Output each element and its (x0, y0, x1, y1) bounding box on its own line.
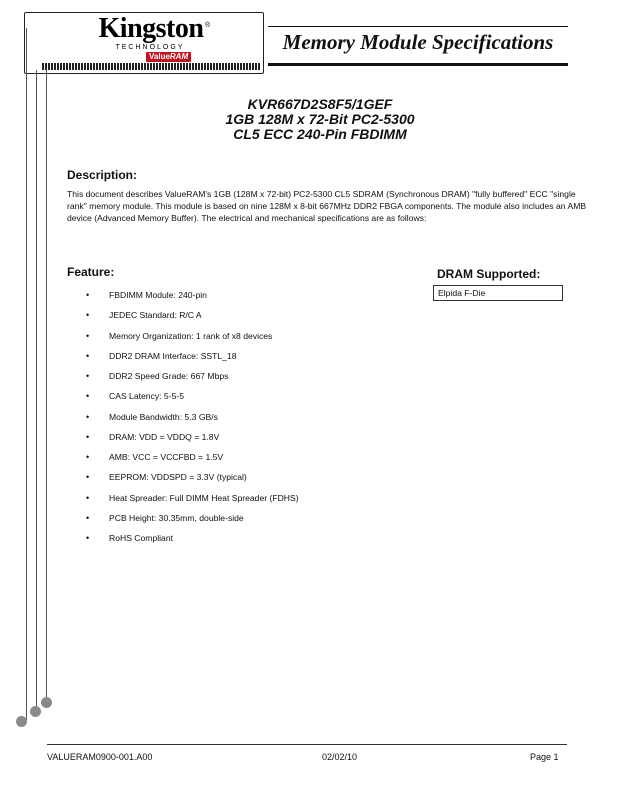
bullet-icon: • (86, 533, 90, 543)
footer-date: 02/02/10 (322, 752, 358, 762)
module-pins-graphic (42, 63, 260, 70)
description-heading: Description: (67, 168, 138, 182)
feature-item (86, 493, 299, 513)
bullet-icon: • (86, 371, 90, 381)
feature-item (86, 310, 299, 330)
feature-item (86, 533, 299, 553)
feature-heading: Feature: (67, 265, 115, 279)
feature-list (86, 290, 299, 553)
guide-line-2 (36, 70, 37, 712)
guide-line-1 (26, 28, 27, 720)
bullet-icon: • (86, 431, 90, 442)
guide-dot-1 (16, 716, 27, 727)
valueram-badge (146, 52, 191, 62)
bullet-icon: • (86, 350, 90, 361)
bullet-icon: • (86, 452, 90, 462)
guide-dot-2 (30, 706, 41, 717)
feature-item-text: Module Bandwidth: 5.3 GB/s (109, 411, 218, 422)
bullet-icon: • (86, 492, 90, 503)
feature-item (86, 351, 299, 371)
bullet-icon: • (86, 411, 90, 422)
feature-item-text: RoHS Compliant (109, 533, 173, 543)
feature-item (86, 391, 299, 411)
valueram-ram: RAM (169, 52, 189, 61)
bullet-icon: • (86, 290, 90, 300)
guide-line-3 (46, 70, 47, 702)
bullet-icon: • (86, 472, 90, 483)
feature-item-text: Heat Spreader: Full DIMM Heat Spreader (FDHS) (109, 492, 299, 503)
feature-item-text: Memory Organization: 1 rank of x8 devices (109, 330, 273, 341)
feature-item (86, 432, 299, 452)
brand-tagline: TECHNOLOGY (115, 44, 185, 51)
dram-heading: DRAM Supported: (437, 267, 541, 281)
feature-item-text: DDR2 Speed Grade: 667 Mbps (109, 371, 229, 381)
feature-item-text: DDR2 DRAM Interface: SSTL_18 (109, 350, 237, 361)
description-text: This document describes ValueRAM's 1GB (128M x 72-bit) PC2-5300 CL5 SDRAM (Synchronous DRAM) "fully buffered" ECC "single rank" memory module. This module is based on nine 128M x 8-bit 667MHz DDR2 FBGA components. The module also includes an AMB device (Advanced Memory Buffer). The electrical and mechanical specifications are as follows: (67, 189, 587, 224)
feature-item-text: DRAM: VDD = VDDQ = 1.8V (109, 431, 220, 442)
footer-doc-id: VALUERAM0900-001.A00 (47, 752, 153, 762)
bullet-icon: • (86, 391, 90, 402)
feature-item (86, 472, 299, 492)
bullet-icon: • (86, 330, 90, 341)
brand-logo: Kingston (98, 13, 204, 44)
part-number: KVR667D2S8F5/1GEF (247, 96, 393, 112)
feature-item-text: FBDIMM Module: 240-pin (109, 290, 207, 300)
guide-dot-3 (41, 697, 52, 708)
feature-item-text: JEDEC Standard: R/C A (109, 310, 202, 321)
dram-supported-box: Elpida F-Die (433, 285, 563, 301)
feature-item-text: CAS Latency: 5-5-5 (109, 391, 184, 402)
part-type: CL5 ECC 240-Pin FBDIMM (233, 126, 407, 142)
part-capacity: 1GB 128M x 72-Bit PC2-5300 (225, 111, 415, 127)
footer-rule (47, 744, 567, 745)
feature-item (86, 371, 299, 391)
feature-item-text: AMB: VCC = VCCFBD = 1.5V (109, 452, 224, 462)
feature-item-text: EEPROM: VDDSPD = 3.3V (typical) (109, 472, 247, 483)
feature-item (86, 412, 299, 432)
feature-item (86, 290, 299, 310)
feature-item (86, 452, 299, 472)
feature-item (86, 513, 299, 533)
page-title: Memory Module Specifications (282, 30, 554, 54)
feature-item (86, 331, 299, 351)
footer-page-number: Page 1 (530, 752, 559, 762)
bullet-icon: • (86, 512, 90, 523)
feature-item-text: PCB Height: 30.35mm, double-side (109, 512, 244, 523)
registered-mark: ® (205, 22, 211, 29)
valueram-value: Value (149, 52, 170, 61)
bullet-icon: • (86, 310, 90, 321)
